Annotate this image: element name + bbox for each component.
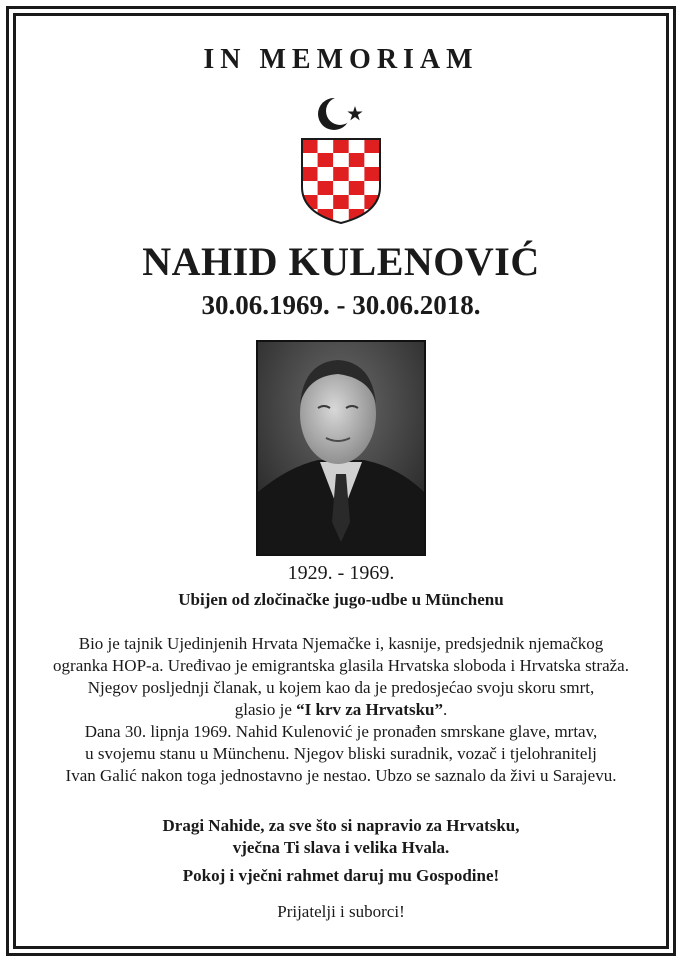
- memoriam-heading: IN MEMORIAM: [203, 44, 479, 75]
- crescent-star-icon: [300, 94, 370, 134]
- shield-square: [333, 181, 349, 195]
- shield-square: [349, 181, 365, 195]
- biography: [30, 633, 652, 787]
- shield-square: [302, 167, 318, 181]
- shield-square: [318, 167, 334, 181]
- life-years: 1929. - 1969.: [287, 562, 395, 584]
- shield-square: [318, 181, 334, 195]
- signature: Prijatelji i suborci!: [277, 902, 405, 921]
- closing-line: Dragi Nahide, za sve što si napravio za Hrvatsku,: [162, 816, 520, 835]
- bio-line: Dana 30. lipnja 1969. Nahid Kulenović je pronađen smrskane glave, mrtav,: [84, 722, 598, 741]
- death-circumstance: Ubijen od zločinačke jugo-udbe u Münchenu: [178, 590, 504, 609]
- shield-square: [349, 139, 365, 153]
- bio-line: u svojemu stanu u Münchenu. Njegov bliski suradnik, vozač i tjelohranitelj: [85, 744, 597, 763]
- shield-square: [318, 195, 334, 209]
- portrait-photo: [256, 340, 426, 556]
- shield-square: [364, 139, 380, 153]
- shield-square: [333, 139, 349, 153]
- closing-tribute: [0, 815, 682, 859]
- closing-line: vječna Ti slava i velika Hvala.: [232, 838, 450, 857]
- bio-line: Njegov posljednji članak, u kojem kao da je predosjećao svoju skoru smrt,: [87, 678, 595, 697]
- anniversary-dates: 30.06.1969. - 30.06.2018.: [201, 290, 481, 320]
- shield-square: [302, 139, 318, 153]
- bio-line-quote: [30, 699, 652, 721]
- bio-quote-suffix: .: [443, 700, 448, 719]
- bio-line: ogranka HOP-a. Uređivao je emigrantska glasila Hrvatska sloboda i Hrvatska straža.: [53, 656, 629, 675]
- shield-square: [349, 195, 365, 209]
- shield-square: [333, 167, 349, 181]
- shield-square: [318, 139, 334, 153]
- shield-square: [364, 181, 380, 195]
- shield-square: [333, 195, 349, 209]
- croatian-checkerboard-shield-icon: [300, 137, 382, 225]
- bio-line: Ivan Galić nakon toga jednostavno je nestao. Ubzo se saznalo da živi u Sarajevu.: [65, 766, 617, 785]
- shield-square: [302, 181, 318, 195]
- prayer-line: Pokoj i vječni rahmet daruj mu Gospodine!: [182, 866, 500, 885]
- shield-square: [318, 153, 334, 167]
- bio-line: Bio je tajnik Ujedinjenih Hrvata Njemačke i, kasnije, predsjednik njemačkog: [78, 634, 604, 653]
- shield-square: [364, 167, 380, 181]
- last-article-title: “I krv za Hrvatsku”: [296, 700, 443, 719]
- shield-square: [333, 153, 349, 167]
- deceased-name: NAHID KULENOVIĆ: [142, 239, 540, 284]
- bio-quote-prefix: glasio je: [234, 700, 297, 719]
- shield-square: [302, 153, 318, 167]
- shield-square: [349, 167, 365, 181]
- shield-square: [349, 153, 365, 167]
- shield-square: [364, 153, 380, 167]
